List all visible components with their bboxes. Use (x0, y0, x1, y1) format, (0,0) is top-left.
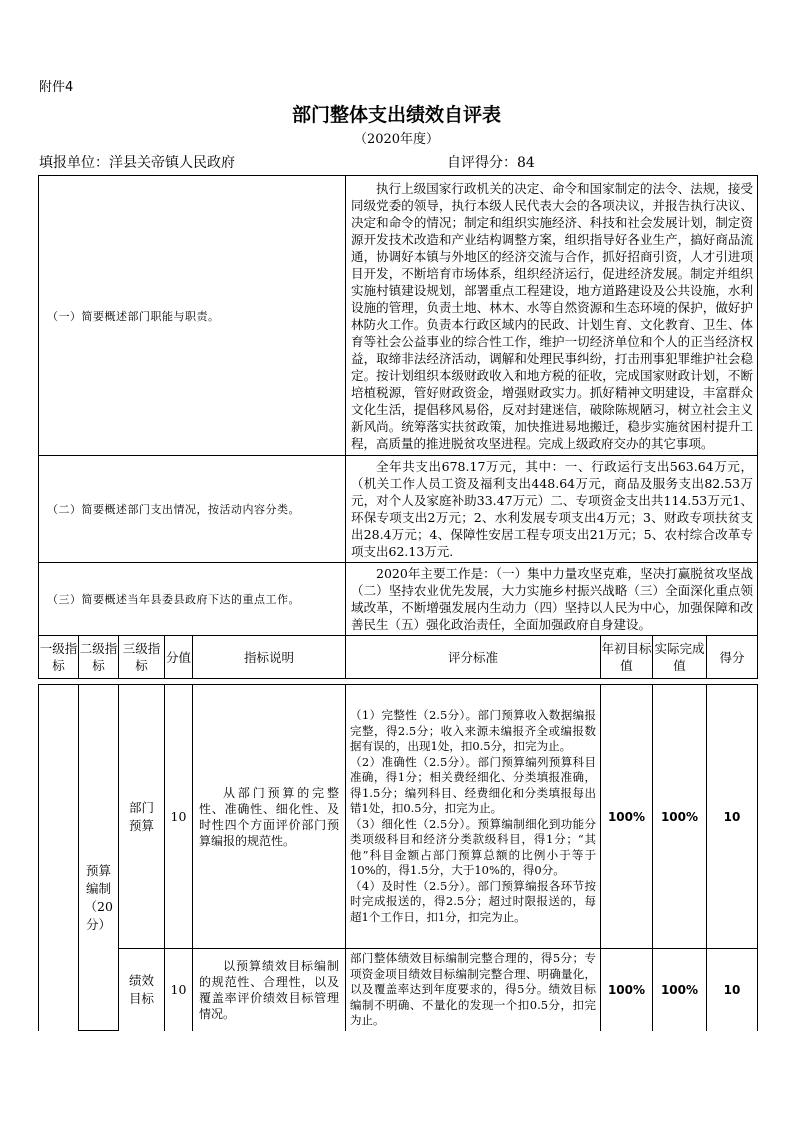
level3-cell: 部门预算 (119, 685, 165, 949)
target-cell: 100% (601, 949, 653, 1031)
header-score-value: 分值 (165, 636, 193, 679)
self-score: 自评得分：84 (447, 155, 535, 171)
criteria-item: （3）细化性（2.5分）。预算编制细化到功能分类项级科目和经济分类款级科目，得1分；“其他”科目金额占部门预算总额的比例小于等于10%的，得1.5分，大于10%的，得0分。 (350, 816, 596, 877)
header-level2: 二级指标 (79, 636, 119, 679)
section-3-label: （三）简要概述当年县委县政府下达的重点工作。 (39, 563, 346, 636)
section-2-text: 全年共支出678.17万元，其中：一、行政运行支出563.64万元，（机关工作人员工资及福利支出448.64万元，商品及服务支出82.53万元，对个人及家庭补助33.47万元）二、专项资金支出共114.53万元1、环保专项支出2万元；2、水利发展专项支出4万元；3、财政专项扶贫支出28.4万元；4、保障性安居工程专项支出21万元；5、农村综合改革专项支出62.13万元. (346, 456, 758, 563)
attachment-label: 附件4 (39, 80, 74, 95)
section-1-text: 执行上级国家行政机关的决定、命令和国家制定的法令、法规，接受同级党委的领导，执行本级人民代表大会的各项决议，并报告执行决议、决定和命令的情况；制定和组织实施经济、科技和社会发展计划，制定资源开发技术改造和产业结构调整方案，组织指导好各业生产，搞好商品流通，协调好本镇与外地区的经济交流与合作，抓好招商引资，人才引进项目开发，不断培育市场体系，组织经济运行，促进经济发展。制定并组织实施村镇建设规划，部署重点工程建设，地方道路建设及公共设施，水利设施的管理，负责土地、林木、水等自然资源和生态环境的保护，做好护林防火工作。负责本行政区域内的民政、计划生育、文化教育、卫生、体育等社会公益事业的综合性工作，维护一切经济单位和个人的正当经济权益，取缔非法经济活动，调解和处理民事纠纷，打击刑事犯罪维护社会稳定。按计划组织本级财政收入和地方税的征收，完成国家财政计划，不断培植税源，管好财政资金，增强财政实力。抓好精神文明建设，丰富群众文化生活，提倡移风易俗，反对封建迷信，破除陈规陋习，树立社会主义新风尚。统筹落实扶贫政策，加快推进易地搬迁，稳步实施贫困村提升工程，高质量的推进脱贫攻坚进程。完成上级政府交办的其它事项。 (346, 176, 758, 456)
level2-cell: 预算编制（20分） (79, 685, 119, 1031)
score-cell: 10 (707, 685, 758, 949)
table-row (39, 949, 758, 1031)
fill-unit: 填报单位：洋县关帝镇人民政府 (39, 155, 235, 171)
criteria-item: （1）完整性（2.5分）。部门预算收入数据编报完整，得2.5分；收入来源未编报齐全或编报数据有误的，出现1处，扣0.5分，扣完为止。 (350, 708, 596, 753)
level3-cell: 绩效目标 (119, 949, 165, 1031)
target-cell: 100% (601, 685, 653, 949)
criteria-cell (346, 949, 601, 1031)
actual-cell: 100% (653, 949, 707, 1031)
section-row-2 (39, 456, 758, 563)
header-score: 得分 (707, 636, 758, 679)
section-row-1 (39, 176, 758, 456)
criteria-item: （4）及时性（2.5分）。部门预算编报各环节按时完成报送的，得2.5分；超过时限报送的，每超1个工作日，扣1分，扣完为止。 (350, 878, 596, 924)
header-indicator-desc: 指标说明 (193, 636, 346, 679)
report-year: （2020年度） (353, 132, 440, 147)
table-row (39, 685, 758, 949)
section-1-label: （一）简要概述部门职能与职责。 (39, 176, 346, 456)
criteria-item: （2）准确性（2.5分）。部门预算编列预算科目准确，得1分；相关费经细化、分类填报准确，得1.5分；编列科目、经费细化和分类填报每出错1处，扣0.5分，扣完为止。 (350, 754, 596, 815)
header-actual: 实际完成值 (653, 636, 707, 679)
header-target: 年初目标值 (601, 636, 653, 679)
page-title: 部门整体支出绩效自评表 (291, 104, 501, 126)
value-cell: 10 (165, 685, 193, 949)
value-cell: 10 (165, 949, 193, 1031)
desc-cell: 以预算绩效目标编制的规范性、合理性，以及覆盖率评价绩效目标管理情况。 (193, 949, 346, 1031)
performance-table (38, 175, 758, 1031)
criteria-item: 部门整体绩效目标编制完整合理的，得5分；专项资金项目绩效目标编制完整合理、明确量化，以及覆盖率达到年度要求的，得5分。绩效目标编制不明确、不量化的发现一个扣0.5分，扣完为止。 (350, 951, 596, 1027)
section-3-text: 2020年主要工作是：（一）集中力量攻坚克难，坚决打赢脱贫攻坚战（二）坚持农业优先发展，大力实施乡村振兴战略（三）全面深化重点领域改革，不断增强发展内生动力（四）坚持以人民为中心，加强保障和改善民生（五）强化政治责任，全面加强政府自身建设。 (346, 563, 758, 636)
header-criteria: 评分标准 (346, 636, 601, 679)
section-2-label: （二）简要概述部门支出情况，按活动内容分类。 (39, 456, 346, 563)
header-level3: 三级指标 (119, 636, 165, 679)
header-level1: 一级指标 (39, 636, 79, 679)
section-row-3 (39, 563, 758, 636)
header-row (39, 636, 758, 679)
desc-cell: 从部门预算的完整性、准确性、细化性、及时性四个方面评价部门预算编报的规范性。 (193, 685, 346, 949)
score-cell: 10 (707, 949, 758, 1031)
level1-cell (39, 685, 79, 1031)
actual-cell: 100% (653, 685, 707, 949)
criteria-cell (346, 685, 601, 949)
